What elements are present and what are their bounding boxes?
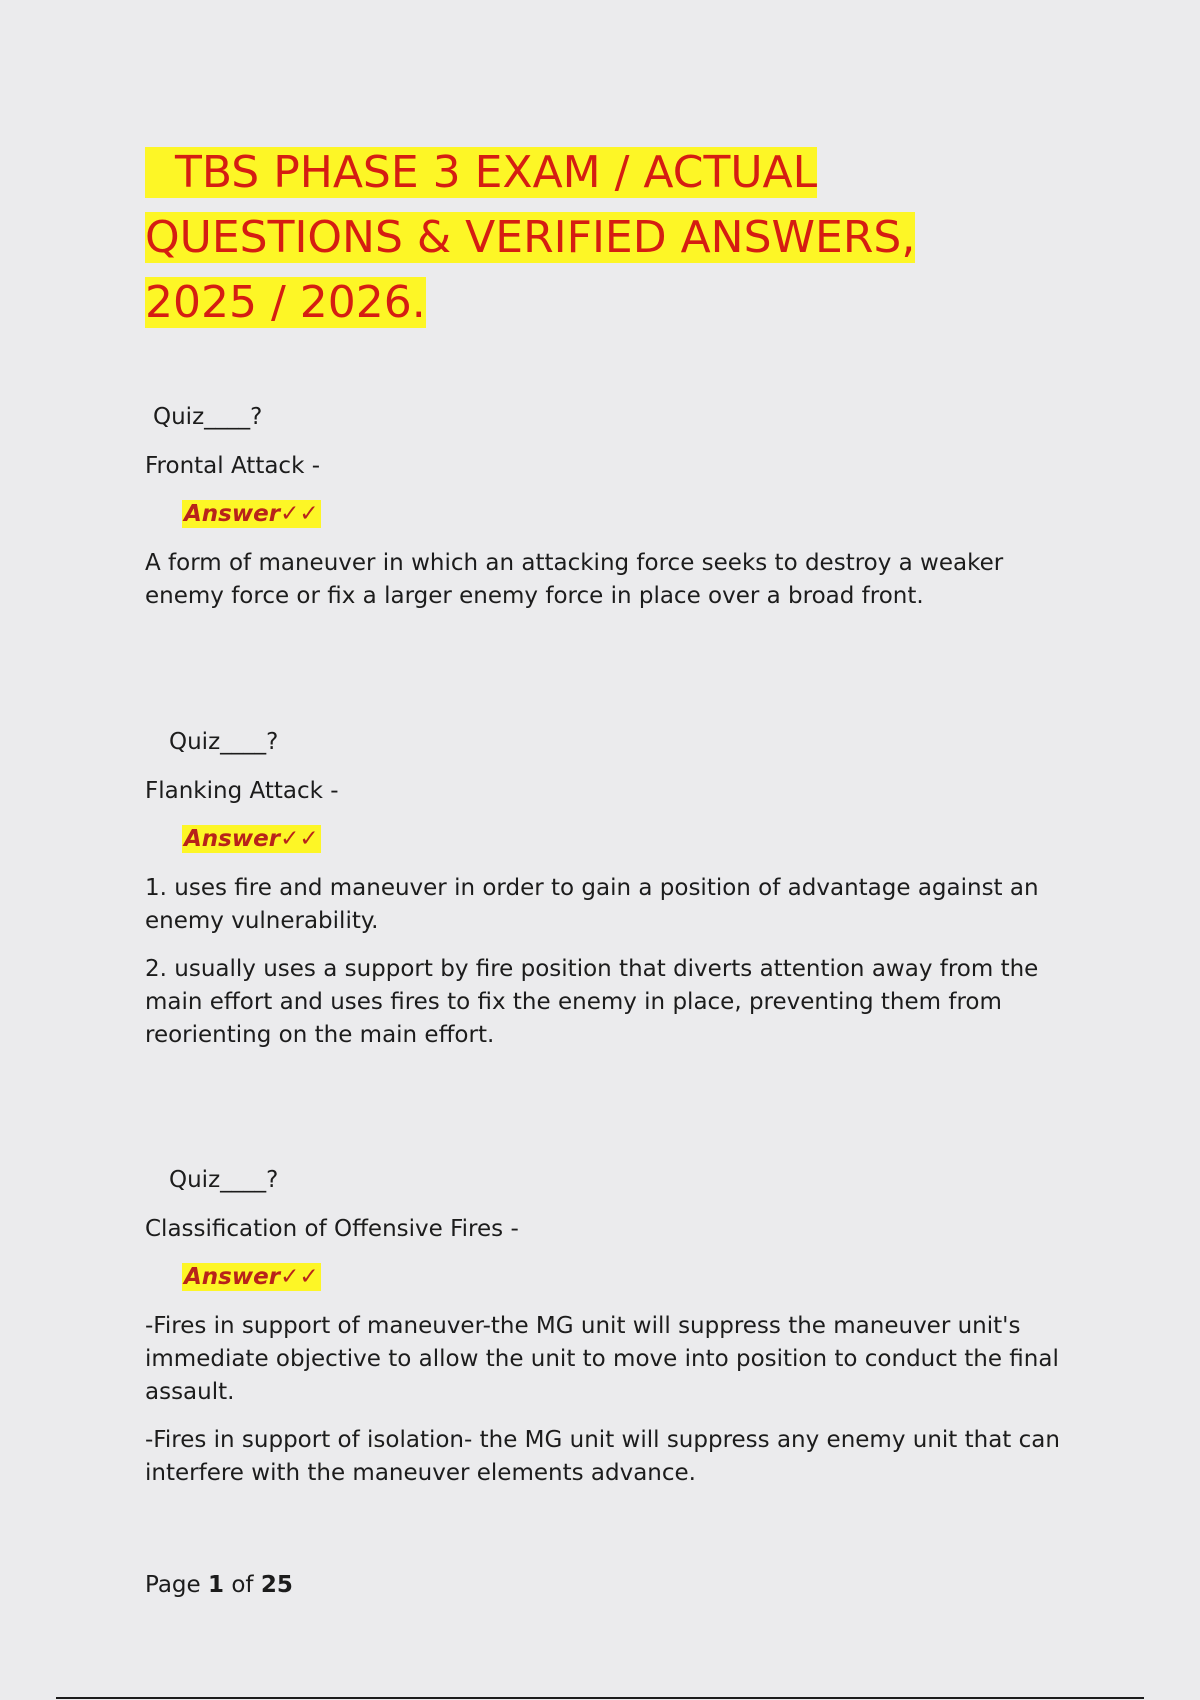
qa-entry (145, 777, 1065, 805)
answer-text (145, 953, 1065, 1052)
footer-divider (56, 1697, 1144, 1699)
term-label: Classification of Offensive Fires - (145, 1216, 519, 1242)
title-line: 2025 / 2026. (145, 277, 426, 328)
quiz-prompt: Quiz____? (169, 1167, 279, 1193)
page-current: 1 (208, 1572, 225, 1598)
answer-label: Answer (184, 501, 281, 527)
answer-paragraph: 2. usually uses a support by fire position that diverts attention away from the main effort and uses fires to fix the enemy in place, preventing them from reorienting on the main effort. (145, 956, 1039, 1048)
document-title (145, 140, 1045, 335)
page-word: Page (145, 1572, 201, 1598)
answer-text (145, 1424, 1065, 1490)
answer-paragraph: 1. uses fire and maneuver in order to gain a position of advantage against an enemy vulnerability. (145, 875, 1039, 934)
answer-label: Answer (184, 826, 281, 852)
answer-text (145, 1310, 1065, 1409)
term-label: Flanking Attack - (145, 778, 339, 804)
answer-paragraph: A form of maneuver in which an attacking force seeks to destroy a weaker enemy force or fix a larger enemy force in place over a broad front. (145, 550, 1004, 609)
answer-text (145, 872, 1065, 938)
qa-entry (145, 1215, 1065, 1243)
page-total: 25 (260, 1572, 293, 1598)
page-number (145, 1570, 293, 1600)
check-icon: ✓✓ (280, 826, 319, 852)
answer-tag (182, 1263, 1102, 1291)
answer-tag (182, 825, 1102, 853)
term-label: Frontal Attack - (145, 453, 321, 479)
check-icon: ✓✓ (280, 1264, 319, 1290)
qa-entry (145, 728, 1065, 756)
check-icon: ✓✓ (280, 501, 319, 527)
qa-entry (145, 403, 1065, 431)
qa-entry (145, 1166, 1065, 1194)
of-word: of (231, 1572, 254, 1598)
answer-paragraph: -Fires in support of isolation- the MG unit will suppress any enemy unit that can interfere with the maneuver elements advance. (145, 1427, 1060, 1486)
answer-paragraph: -Fires in support of maneuver-the MG unit will suppress the maneuver unit's immediate objective to allow the unit to move into position to conduct the final assault. (145, 1313, 1059, 1405)
title-line: TBS PHASE 3 EXAM / ACTUAL (145, 147, 817, 198)
quiz-prompt: Quiz____? (169, 729, 279, 755)
quiz-prompt: Quiz____? (153, 404, 263, 430)
answer-tag (182, 500, 1102, 528)
title-line: QUESTIONS & VERIFIED ANSWERS, (145, 212, 916, 263)
answer-text (145, 547, 1065, 613)
qa-entry (145, 452, 1065, 480)
answer-label: Answer (184, 1264, 281, 1290)
